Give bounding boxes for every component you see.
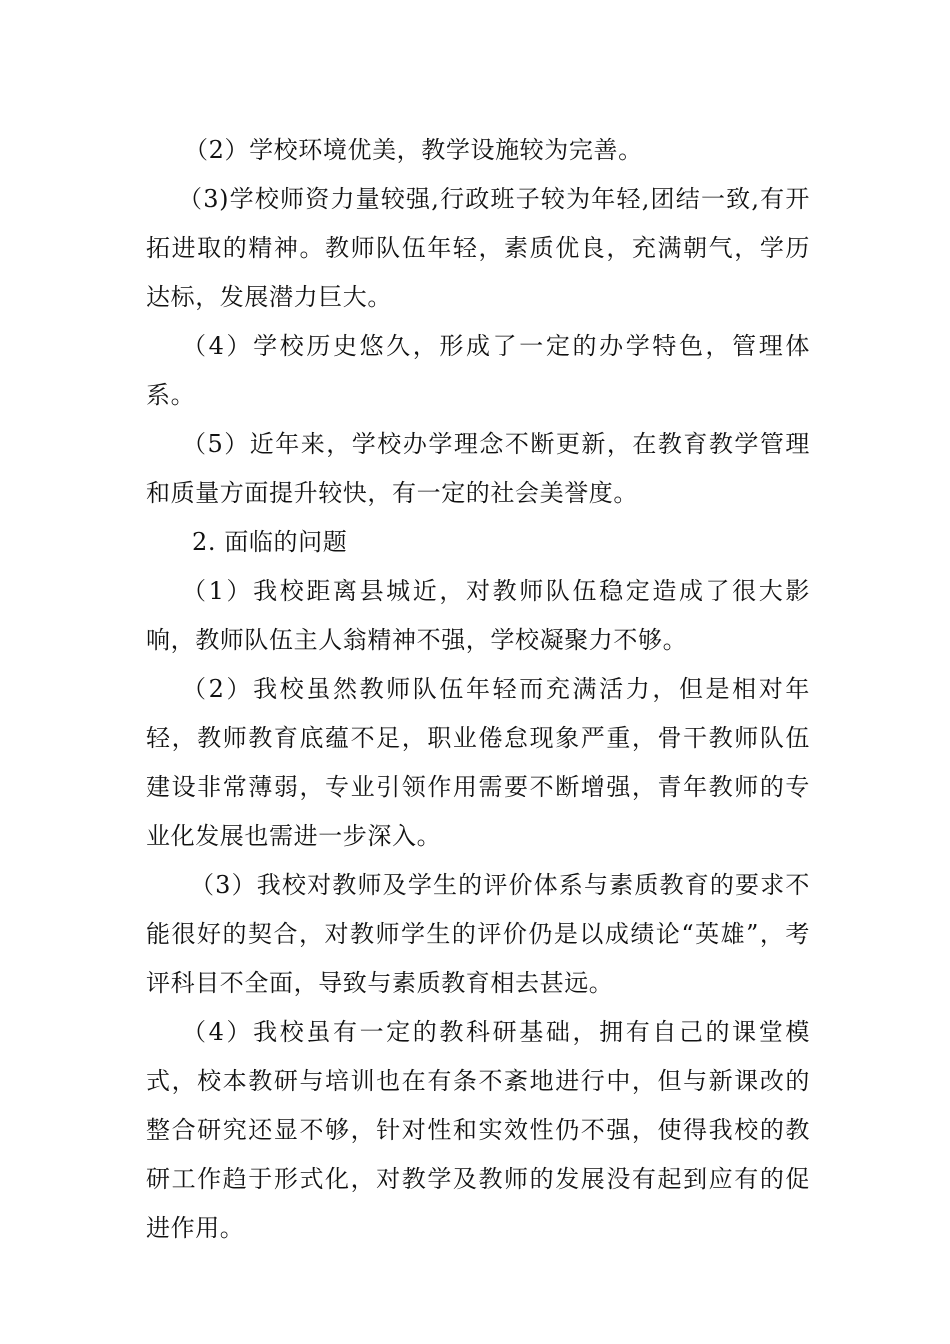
paragraph-reputation: （5）近年来，学校办学理念不断更新，在教育教学管理和质量方面提升较快，有一定的社会美誉度。 bbox=[146, 430, 810, 507]
paragraph-problem-4: （4）我校虽有一定的教科研基础，拥有自己的课堂模式，校本教研与培训也在有条不紊地进行中，但与新课改的整合研究还显不够，针对性和实效性仍不强，使得我校的教研工作趋于形式化，对教学及教师的发展没有起到应有的促进作用。 bbox=[146, 1018, 810, 1242]
section-heading-problems: 2. 面临的问题 bbox=[192, 528, 348, 556]
paragraph-environment: （2）学校环境优美，教学设施较为完善。 bbox=[184, 136, 643, 164]
paragraph-teaching-staff: （3)学校师资力量较强,行政班子较为年轻,团结一致,有开拓进取的精神。教师队伍年轻，素质优良，充满朝气，学历达标，发展潜力巨大。 bbox=[146, 185, 810, 311]
document-body bbox=[146, 126, 810, 1253]
paragraph-problem-2: （2）我校虽然教师队伍年轻而充满活力，但是相对年轻，教师教育底蕴不足，职业倦怠现象严重，骨干教师队伍建设非常薄弱，专业引领作用需要不断增强，青年教师的专业化发展也需进一步深入。 bbox=[146, 675, 810, 850]
paragraph-problem-3: （3）我校对教师及学生的评价体系与素质教育的要求不能很好的契合，对教师学生的评价仍是以成绩论“英雄”，考评科目不全面，导致与素质教育相去甚远。 bbox=[146, 871, 810, 997]
paragraph-history: （4）学校历史悠久，形成了一定的办学特色，管理体系。 bbox=[146, 332, 810, 409]
paragraph-problem-1: （1）我校距离县城近，对教师队伍稳定造成了很大影响，教师队伍主人翁精神不强，学校凝聚力不够。 bbox=[146, 577, 810, 654]
